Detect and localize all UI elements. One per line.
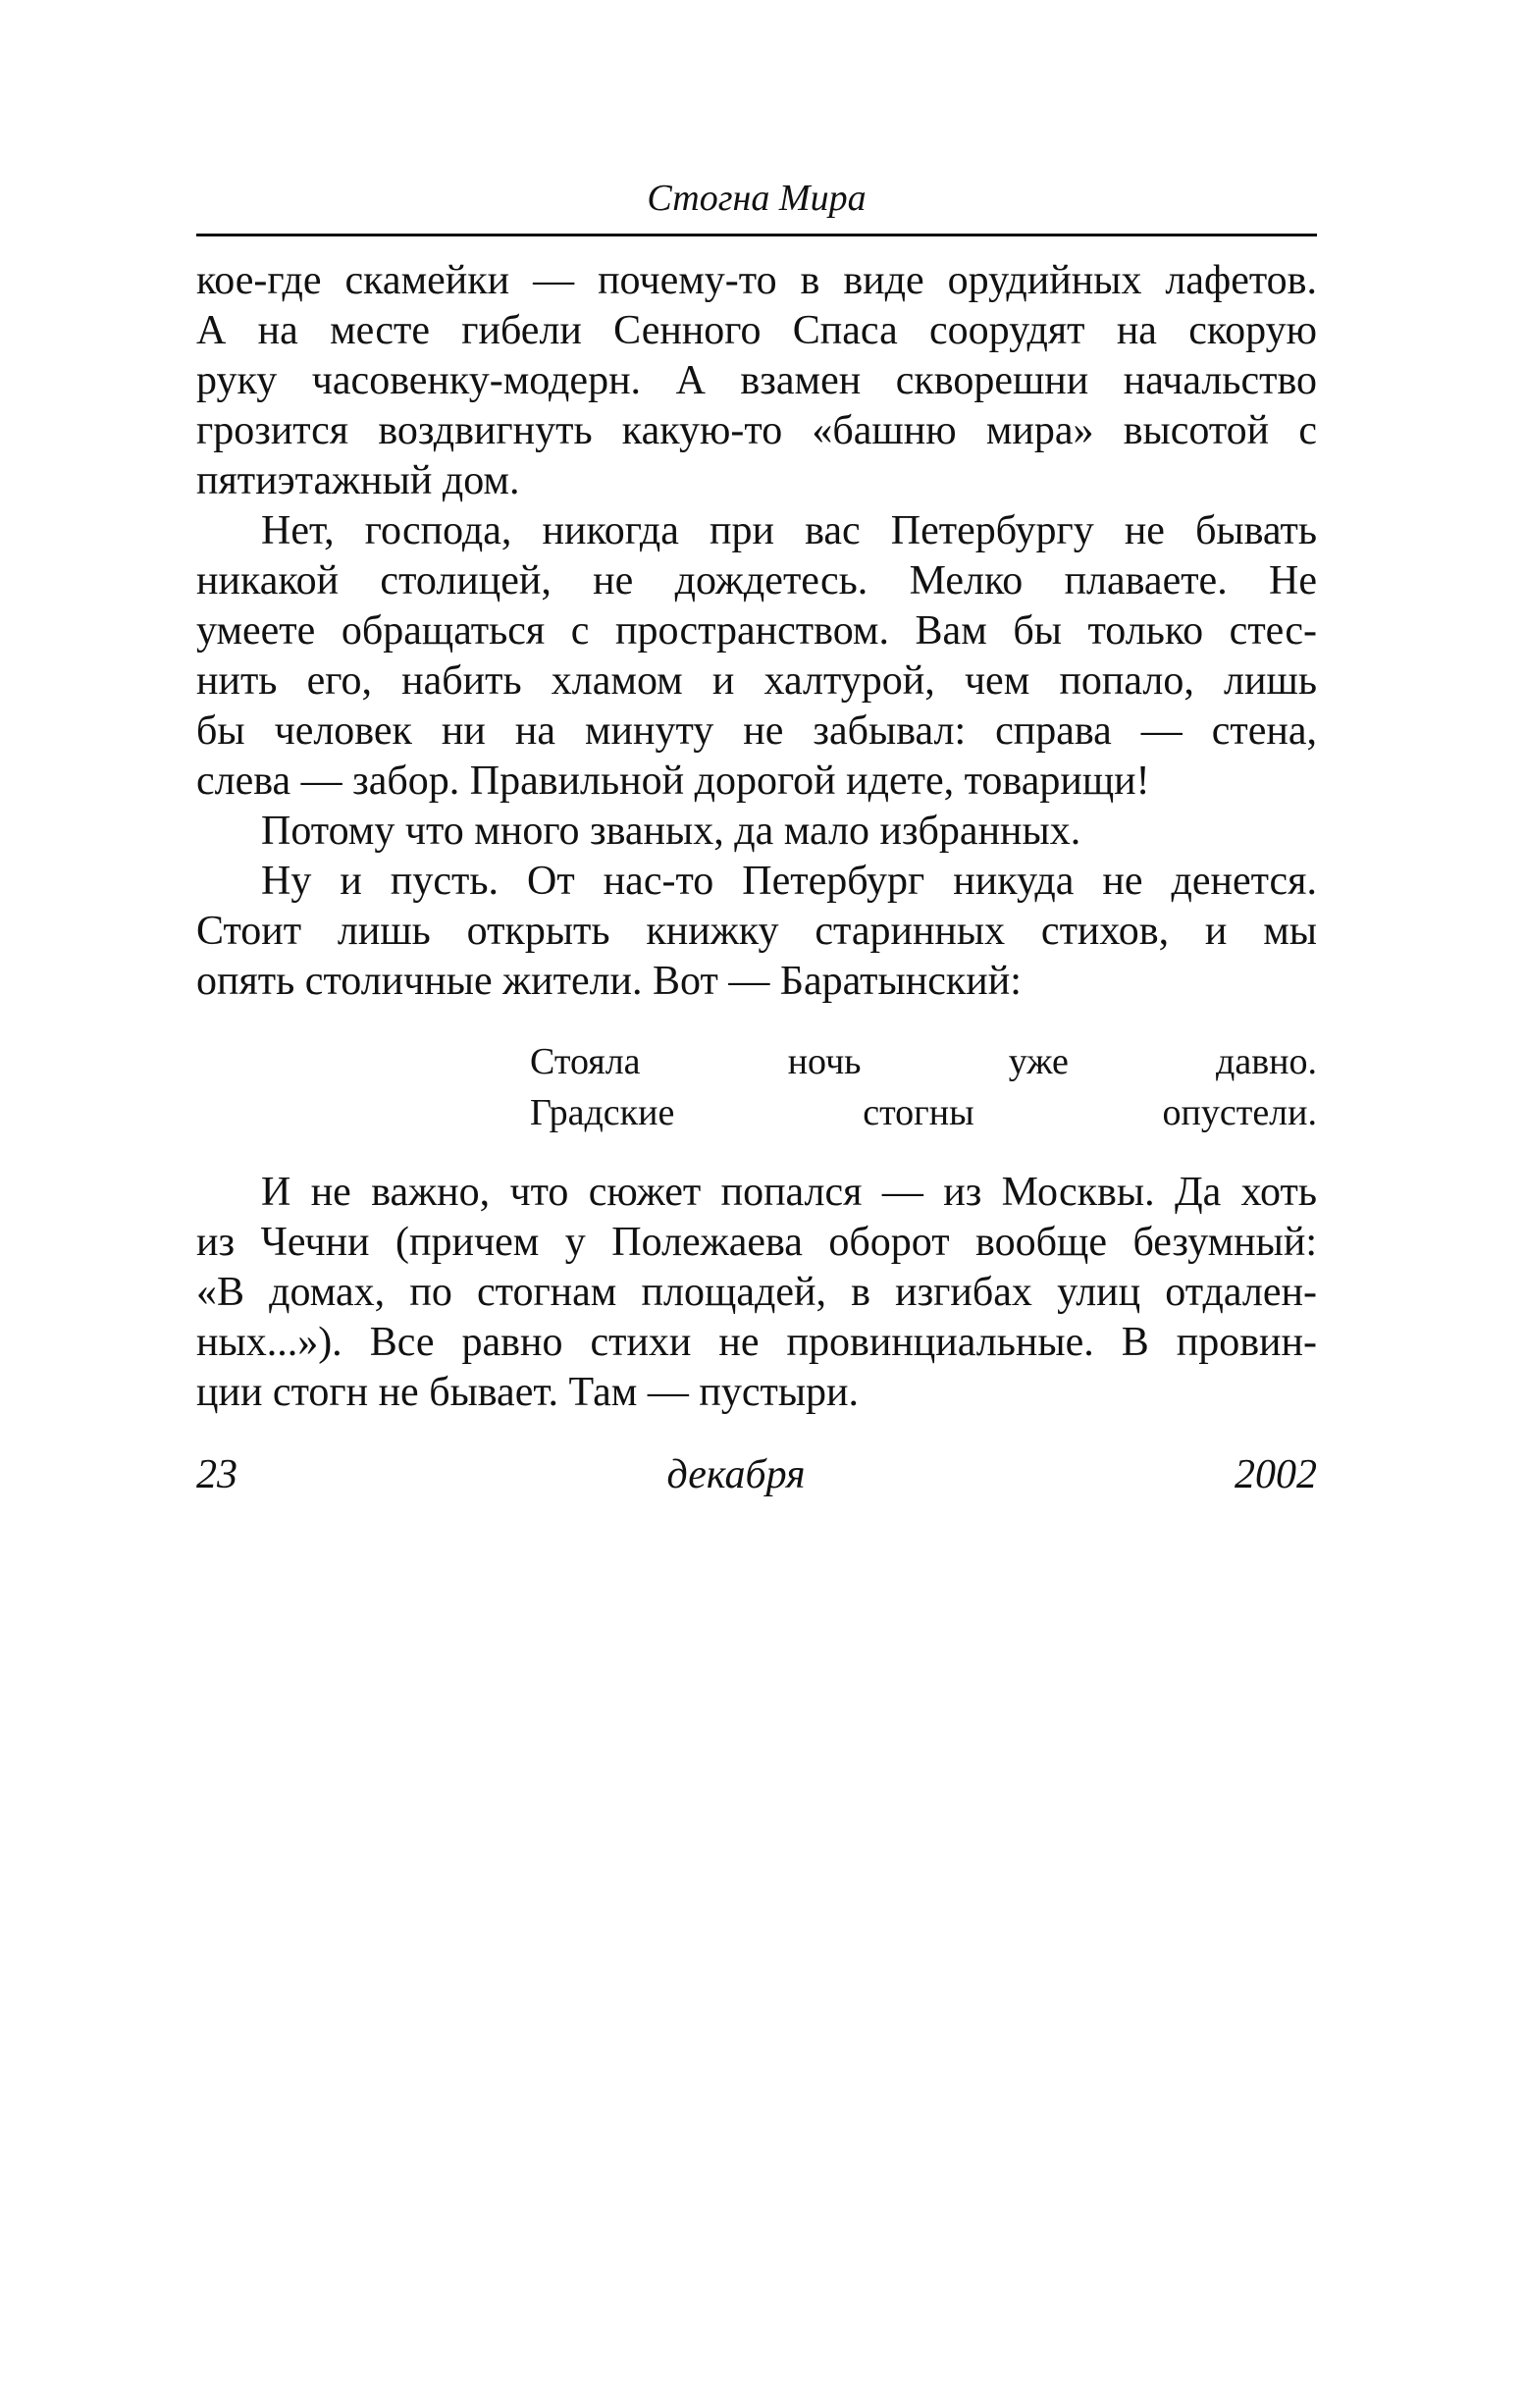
text-line: пятиэтажный дом. xyxy=(196,458,520,503)
text-line: умеете обращаться с пространством. Вам бы только стес- xyxy=(196,608,1317,654)
verse-quote xyxy=(196,1036,1317,1138)
paragraph-5 xyxy=(196,1168,1317,1418)
text-line: руку часовенку-модерн. А взамен скворешни начальство xyxy=(196,358,1317,403)
text-line: никакой столицей, не дождетесь. Мелко плаваете. Не xyxy=(196,558,1317,603)
verse-line: Градские стогны опустели. xyxy=(530,1092,1317,1133)
text-line: нить его, набить хламом и халтурой, чем попало, лишь xyxy=(196,658,1317,704)
text-line: кое-где скамейки — почему-то в виде орудийных лафетов. xyxy=(196,258,1317,303)
paragraph-1 xyxy=(196,256,1317,506)
text-line: А на месте гибели Сенного Спаса соорудят на скорую xyxy=(196,308,1317,353)
header-rule xyxy=(196,234,1317,236)
verse-line: Стояла ночь уже давно. xyxy=(530,1041,1317,1082)
text-line: из Чечни (причем у Полежаева оборот вообще безумный: xyxy=(196,1220,1317,1265)
running-title: Стогна Мира xyxy=(647,178,867,219)
text-line: бы человек ни на минуту не забывал: справа — стена, xyxy=(196,708,1317,754)
text-line: опять столичные жители. Вот — Баратынский: xyxy=(196,959,1022,1004)
text-line: ных...»). Все равно стихи не провинциальные. В провин- xyxy=(196,1320,1317,1365)
book-page xyxy=(196,175,1317,1500)
paragraph-2 xyxy=(196,506,1317,807)
text-line: И не важно, что сюжет попался — из Москвы. Да хоть xyxy=(261,1170,1317,1215)
text-line: Стоит лишь открыть книжку старинных стихов, и мы xyxy=(196,909,1317,954)
paragraph-4 xyxy=(196,857,1317,1007)
text-line: Потому что много званых, да мало избранных. xyxy=(261,809,1081,854)
body-text xyxy=(196,256,1317,1500)
paragraph-3 xyxy=(196,807,1317,857)
text-line: «В домах, по стогнам площадей, в изгибах улиц отдален- xyxy=(196,1270,1317,1315)
text-line: Нет, господа, никогда при вас Петербургу не бывать xyxy=(261,508,1317,553)
text-line: слева — забор. Правильной дорогой идете, товарищи! xyxy=(196,759,1150,804)
dateline: 23 декабря 2002 xyxy=(196,1452,1317,1497)
text-line: Ну и пусть. От нас-то Петербург никуда не денется. xyxy=(261,859,1317,904)
text-line: ции стогн не бывает. Там — пустыри. xyxy=(196,1370,860,1415)
text-line: грозится воздвигнуть какую-то «башню мира» высотой с xyxy=(196,408,1317,453)
